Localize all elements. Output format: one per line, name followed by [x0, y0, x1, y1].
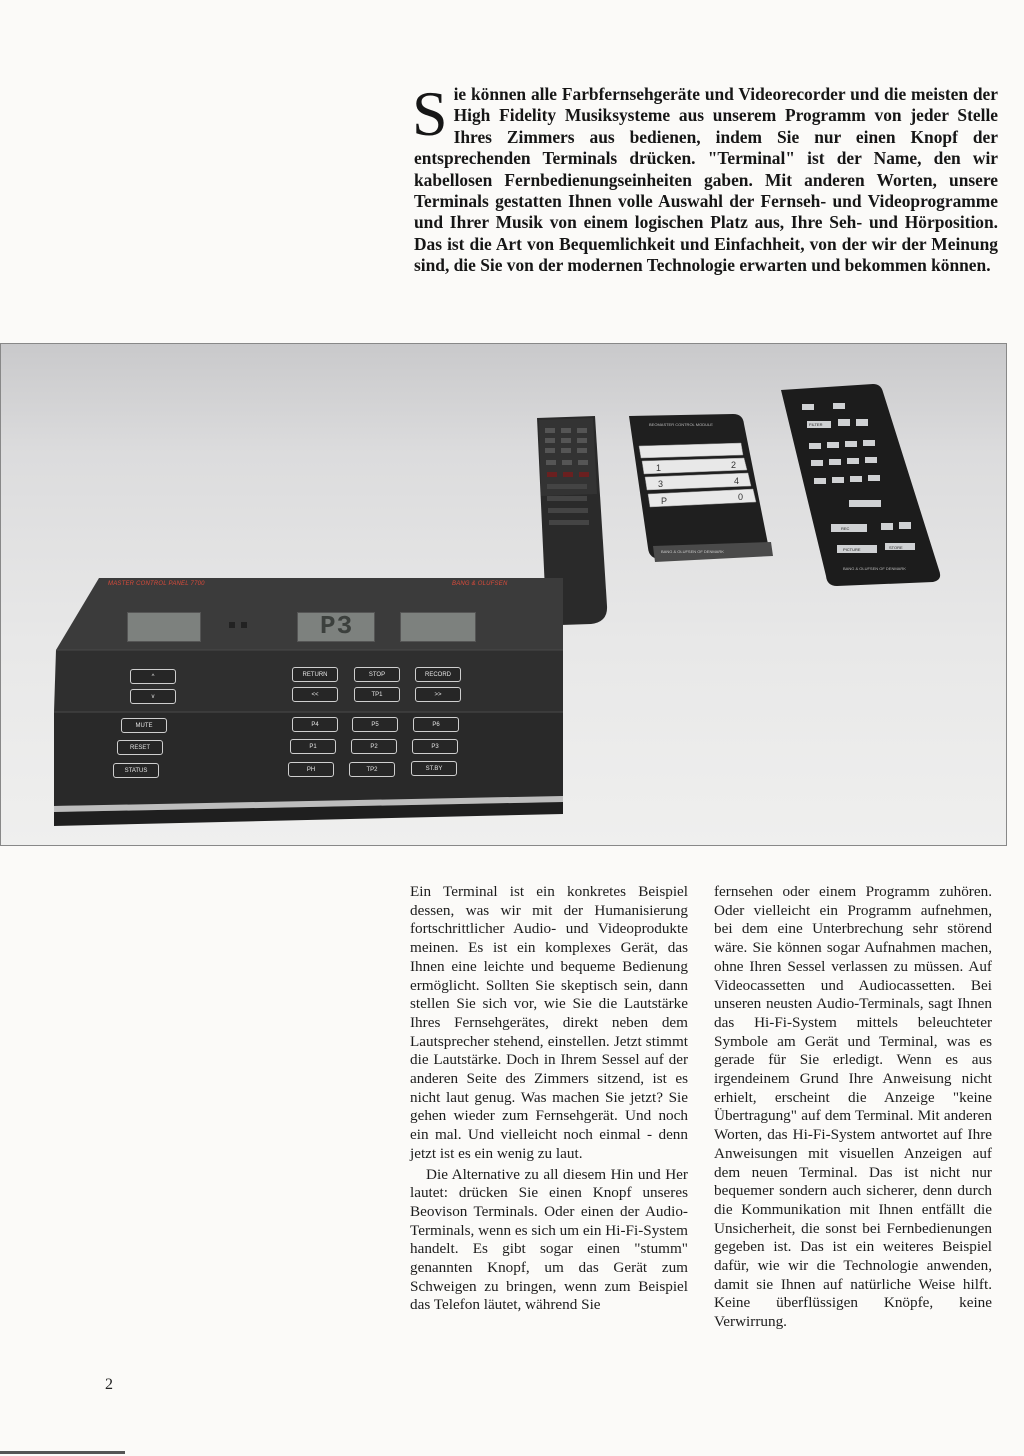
panel-p4-button: P4: [292, 717, 338, 732]
body-paragraph: fernsehen oder einem Programm zuhören. Oder vielleicht ein Programm aufnehmen, bei dem eine Unterbrechung sehr störend wäre. Sie können sogar Aufnahmen machen, ohne Ihren Sessel verlassen zu müssen. Auf Videocassetten und Audiocassetten. Bei unseren neusten Audio-Terminals, sagt Ihnen das Hi-Fi-System mittels beleuchteter Symbole am Gerät und Terminal, was es gerade für Sie erledigt. Wenn es aus irgendeinem Grund Ihre Anweisung nicht erhielt, erscheint die Anzeige "keine Übertragung" auf dem Terminal. Mit anderen Worten, das Hi-Fi-System antwortet auf Ihre Anweisungen mit visuellen Anzeigen auf dem neuen Terminal. Das ist nicht nur bequemer sondern auch sicherer, denn durch die Kommunikation mit Ihnen entfällt die Unsicherheit, die sonst bei Fernbedienungen gegeben ist. Das ist ein weiteres Beispiel dafür, wie wir die Technologie anwenden, damit sie Ihnen auf natürliche Weise hilft. Keine überflüssigen Knöpfe, keine Verwirrung.: [714, 883, 992, 1331]
panel-reset-button: RESET: [117, 740, 163, 755]
drop-cap: S: [412, 78, 448, 149]
product-photo: [0, 343, 1007, 846]
module-key-3: 3: [658, 479, 664, 489]
module-key-1: 1: [656, 463, 662, 473]
intro-text: ie können alle Farbfernsehgeräte und Videorecorder und die meisten der High Fidelity Musiksysteme aus unserem Programm von jeder Stelle Ihres Zimmers aus bedienen, indem Sie nur einen Knopf der entsprechenden Terminals drücken. "Terminal" ist der Name, den wir kabellosen Fernbedienungseinheiten gaben. Mit anderen Worten, unsere Terminals gestatten Ihnen volle Auswahl der Fernseh- und Videoprogramme und Ihrer Musik von einem logischen Platz aus, Ihre Seh- und Hörposition. Das ist die Art von Bequemlichkeit und Einfachheit, von der wir der Meinung sind, die Sie von der modernen Technologie erwarten und bekommen können.: [414, 84, 998, 276]
panel-record-button: RECORD: [415, 667, 461, 682]
control-module-icon: [629, 414, 773, 562]
large-terminal-icon: [781, 384, 940, 586]
panel-mute-button: MUTE: [121, 718, 167, 733]
panel-display-text: P3: [320, 611, 354, 641]
intro-paragraph: [412, 78, 998, 277]
module-key-0: 0: [738, 492, 744, 502]
module-key-4: 4: [734, 476, 740, 486]
body-column-left: [410, 883, 688, 1315]
panel-return-button: RETURN: [292, 667, 338, 682]
bottom-rule: [0, 1451, 125, 1454]
panel-stop-button: STOP: [354, 667, 400, 682]
panel-model-label: MASTER CONTROL PANEL 7700: [108, 581, 205, 587]
module-brand: BANG & OLUFSEN OF DENMARK: [661, 549, 724, 554]
panel-tp1-button: TP1: [354, 687, 400, 702]
body-paragraph: Die Alternative zu all diesem Hin und Her lautet: drücken Sie einen Knopf unseres Beovison Terminals. Oder einen der Audio-Terminals, wenn es sich um ein Hi-Fi-System handelt. Es gibt sogar einen "stumm" genannten Knopf, um das Gerät zum Schweigen zu bringen, wenn zum Beispiel das Telefon läutet, während Sie: [410, 1165, 688, 1314]
panel-p6-button: P6: [413, 717, 459, 732]
panel-display-center: [297, 612, 375, 642]
panel-p5-button: P5: [352, 717, 398, 732]
panel-p3-button: P3: [412, 739, 458, 754]
panel-brand-label: BANG & OLUFSEN: [452, 581, 508, 587]
body-paragraph: Ein Terminal ist ein konkretes Beispiel dessen, was wir mit der Humanisierung fortschrittlicher Audio- und Videoprodukte meinen. Es ist ein komplexes Gerät, das Ihnen eine leichte und bequeme Bedienung ermöglicht. Sollten Sie skeptisch sein, dann stellen Sie sich vor, wie Sie die Lautstärke Ihres Fernsehgerätes, direkt neben dem Lautsprecher stehend, einstellen. Jetzt stimmt die Lautstärke. Doch in Ihrem Sessel auf der anderen Seite des Zimmers sitzend, ist es nicht laut genug. Was machen Sie jetzt? Sie gehen wieder zum Fernsehgerät. Und noch ein mal. Und vielleicht noch einmal - denn jetzt ist es ein wenig zu laut.: [410, 883, 688, 1162]
terminal-label-store: STORE: [889, 545, 903, 550]
terminal-brand: BANG & OLUFSEN OF DENMARK: [843, 566, 906, 571]
terminal-label-filter: FILTER: [809, 422, 823, 427]
panel-up-button: ^: [130, 669, 176, 684]
panel-tp2-button: TP2: [349, 762, 395, 777]
panel-display-right: [400, 612, 476, 642]
panel-status-button: STATUS: [113, 763, 159, 778]
panel-ph-button: PH: [288, 762, 334, 777]
module-key-p: P: [661, 496, 668, 506]
page-number: 2: [105, 1376, 113, 1393]
panel-forward-button: >>: [415, 687, 461, 702]
panel-standby-button: ST.BY: [411, 761, 457, 776]
panel-rewind-button: <<: [292, 687, 338, 702]
terminal-label-picture: PICTURE: [843, 547, 861, 552]
terminal-label-rec: REC: [841, 526, 850, 531]
module-label: BEOMASTER CONTROL MODULE: [649, 422, 713, 427]
panel-p1-button: P1: [290, 739, 336, 754]
module-key-2: 2: [731, 460, 737, 470]
panel-display-left: [127, 612, 201, 642]
panel-down-button: v: [130, 689, 176, 704]
body-column-right: [714, 883, 992, 1332]
panel-p2-button: P2: [351, 739, 397, 754]
